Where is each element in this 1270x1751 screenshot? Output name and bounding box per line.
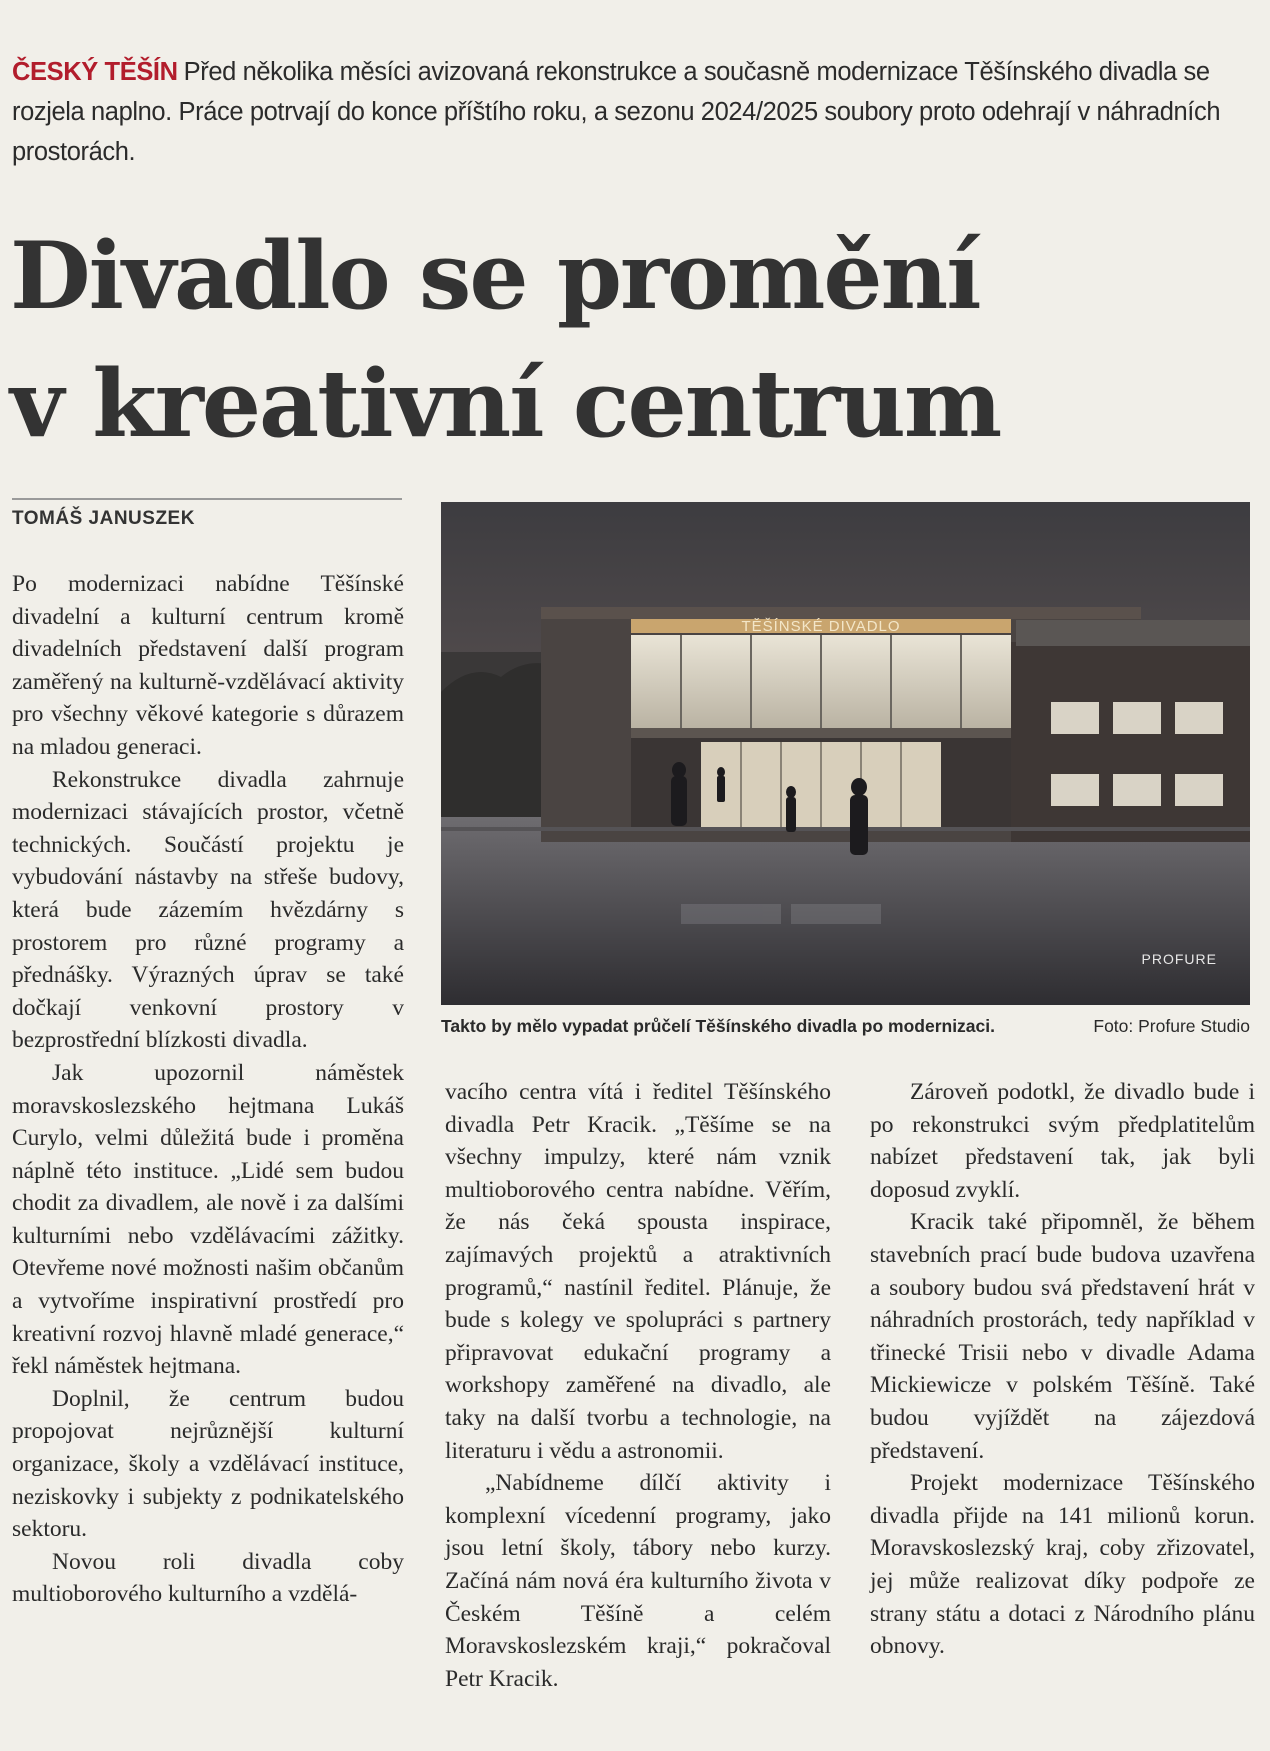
headline-line-1: Divadlo se promění	[10, 221, 980, 330]
paragraph: Novou roli divadla coby multioborového kulturního a vzdělá-	[12, 1548, 404, 1608]
text-column-1	[12, 568, 404, 1611]
building-sign: TĚŠÍNSKÉ DIVADLO	[741, 618, 901, 635]
paragraph: Kracik také připomněl, že během stavebních prací bude budova uzavřena a soubory budou svá představení hrát v náhradních prostorách, tedy například v třinecké Trisii nebo v divadle Adama Mickiewicze v polském Těšíně. Také budou vyjíždět na zájezdová představení.	[870, 1209, 1255, 1464]
byline-rule	[12, 498, 402, 500]
article-lead	[12, 52, 1252, 172]
caption-text: Takto by mělo vypadat průčelí Těšínského divadla po modernizaci.	[441, 1016, 995, 1036]
paragraph: vacího centra vítá i ředitel Těšínského divadla Petr Kracik. „Těšíme se na všechny impulzy, které nám vznik multioborového centra nabídne. Věřím, že nás čeká spousta inspirace, zajímavých projektů a atraktivních programů,“ nastínil ředitel. Plánuje, že bude s kolegy ve spolupráci s partnery připravovat edukační programy a workshopy zaměřené na divadlo, ale taky na další tvorbu a technologie, na literaturu i vědu a astronomii.	[445, 1079, 831, 1464]
theatre-rendering-photo	[441, 502, 1250, 1005]
headline-line-2: v kreativní centrum	[10, 349, 1001, 458]
byline: TOMÁŠ JANUSZEK	[12, 508, 195, 529]
paragraph: Rekonstrukce divadla zahrnuje modernizaci stávajících prostor, včetně technických. Součástí projektu je vybudování nástavby na střeše budovy, která bude zázemím hvězdárny s prostorem pro různé programy a přednášky. Výrazných úprav se také dočkají venkovní prostory v bezprostřední blízkosti divadla.	[12, 766, 404, 1054]
text-column-2	[445, 1076, 831, 1695]
photo-caption	[441, 1016, 1250, 1037]
article-headline	[10, 212, 1260, 468]
article-kicker: ČESKÝ TĚŠÍN	[12, 58, 178, 86]
lead-text: Před několika měsíci avizovaná rekonstrukce a současně modernizace Těšínského divadla se rozjela naplno. Práce potrvají do konce příštího roku, a sezonu 2024/2025 soubory proto odehrají v náhradních prostorách.	[12, 58, 1221, 166]
photo-watermark: PROFURE	[1141, 951, 1217, 967]
paragraph: Doplnil, že centrum budou propojovat nejrůznější kulturní organizace, školy a vzdělávací instituce, neziskovky i subjekty z podnikatelského sektoru.	[12, 1385, 404, 1543]
text-column-3	[870, 1076, 1255, 1663]
paragraph: Jak upozornil náměstek moravskoslezského hejtmana Lukáš Curylo, velmi důležitá bude i proměna náplně této instituce. „Lidé sem budou chodit za divadlem, ale nově i za dalšími kulturními nebo vzdělávacími zážitky. Otevřeme nové možnosti našim občanům a vytvoříme inspirativní prostředí pro kreativní rozvoj hlavně mladé generace,“ řekl náměstek hejtmana.	[12, 1059, 404, 1380]
photo-credit: Foto: Profure Studio	[1093, 1016, 1250, 1036]
building-illustration	[441, 502, 1250, 1005]
paragraph: Projekt modernizace Těšínského divadla přijde na 141 milionů korun. Moravskoslezský kraj, coby zřizovatel, jej může realizovat díky podpoře ze strany státu a dotaci z Národního plánu obnovy.	[870, 1470, 1255, 1660]
paragraph: Zároveň podotkl, že divadlo bude i po rekonstrukci svým předplatitelům nabízet představení tak, jak byli doposud zvyklí.	[870, 1079, 1255, 1203]
paragraph: „Nabídneme dílčí aktivity i komplexní vícedenní programy, jako jsou letní školy, tábory nebo kurzy. Začíná nám nová éra kulturního života v Českém Těšíně a celém Moravskoslezském kraji,“ pokračoval Petr Kracik.	[445, 1470, 831, 1692]
paragraph: Po modernizaci nabídne Těšínské divadelní a kulturní centrum kromě divadelních představení další program zaměřený na kulturně-vzdělávací aktivity pro všechny věkové kategorie s důrazem na mladou generaci.	[12, 571, 404, 760]
